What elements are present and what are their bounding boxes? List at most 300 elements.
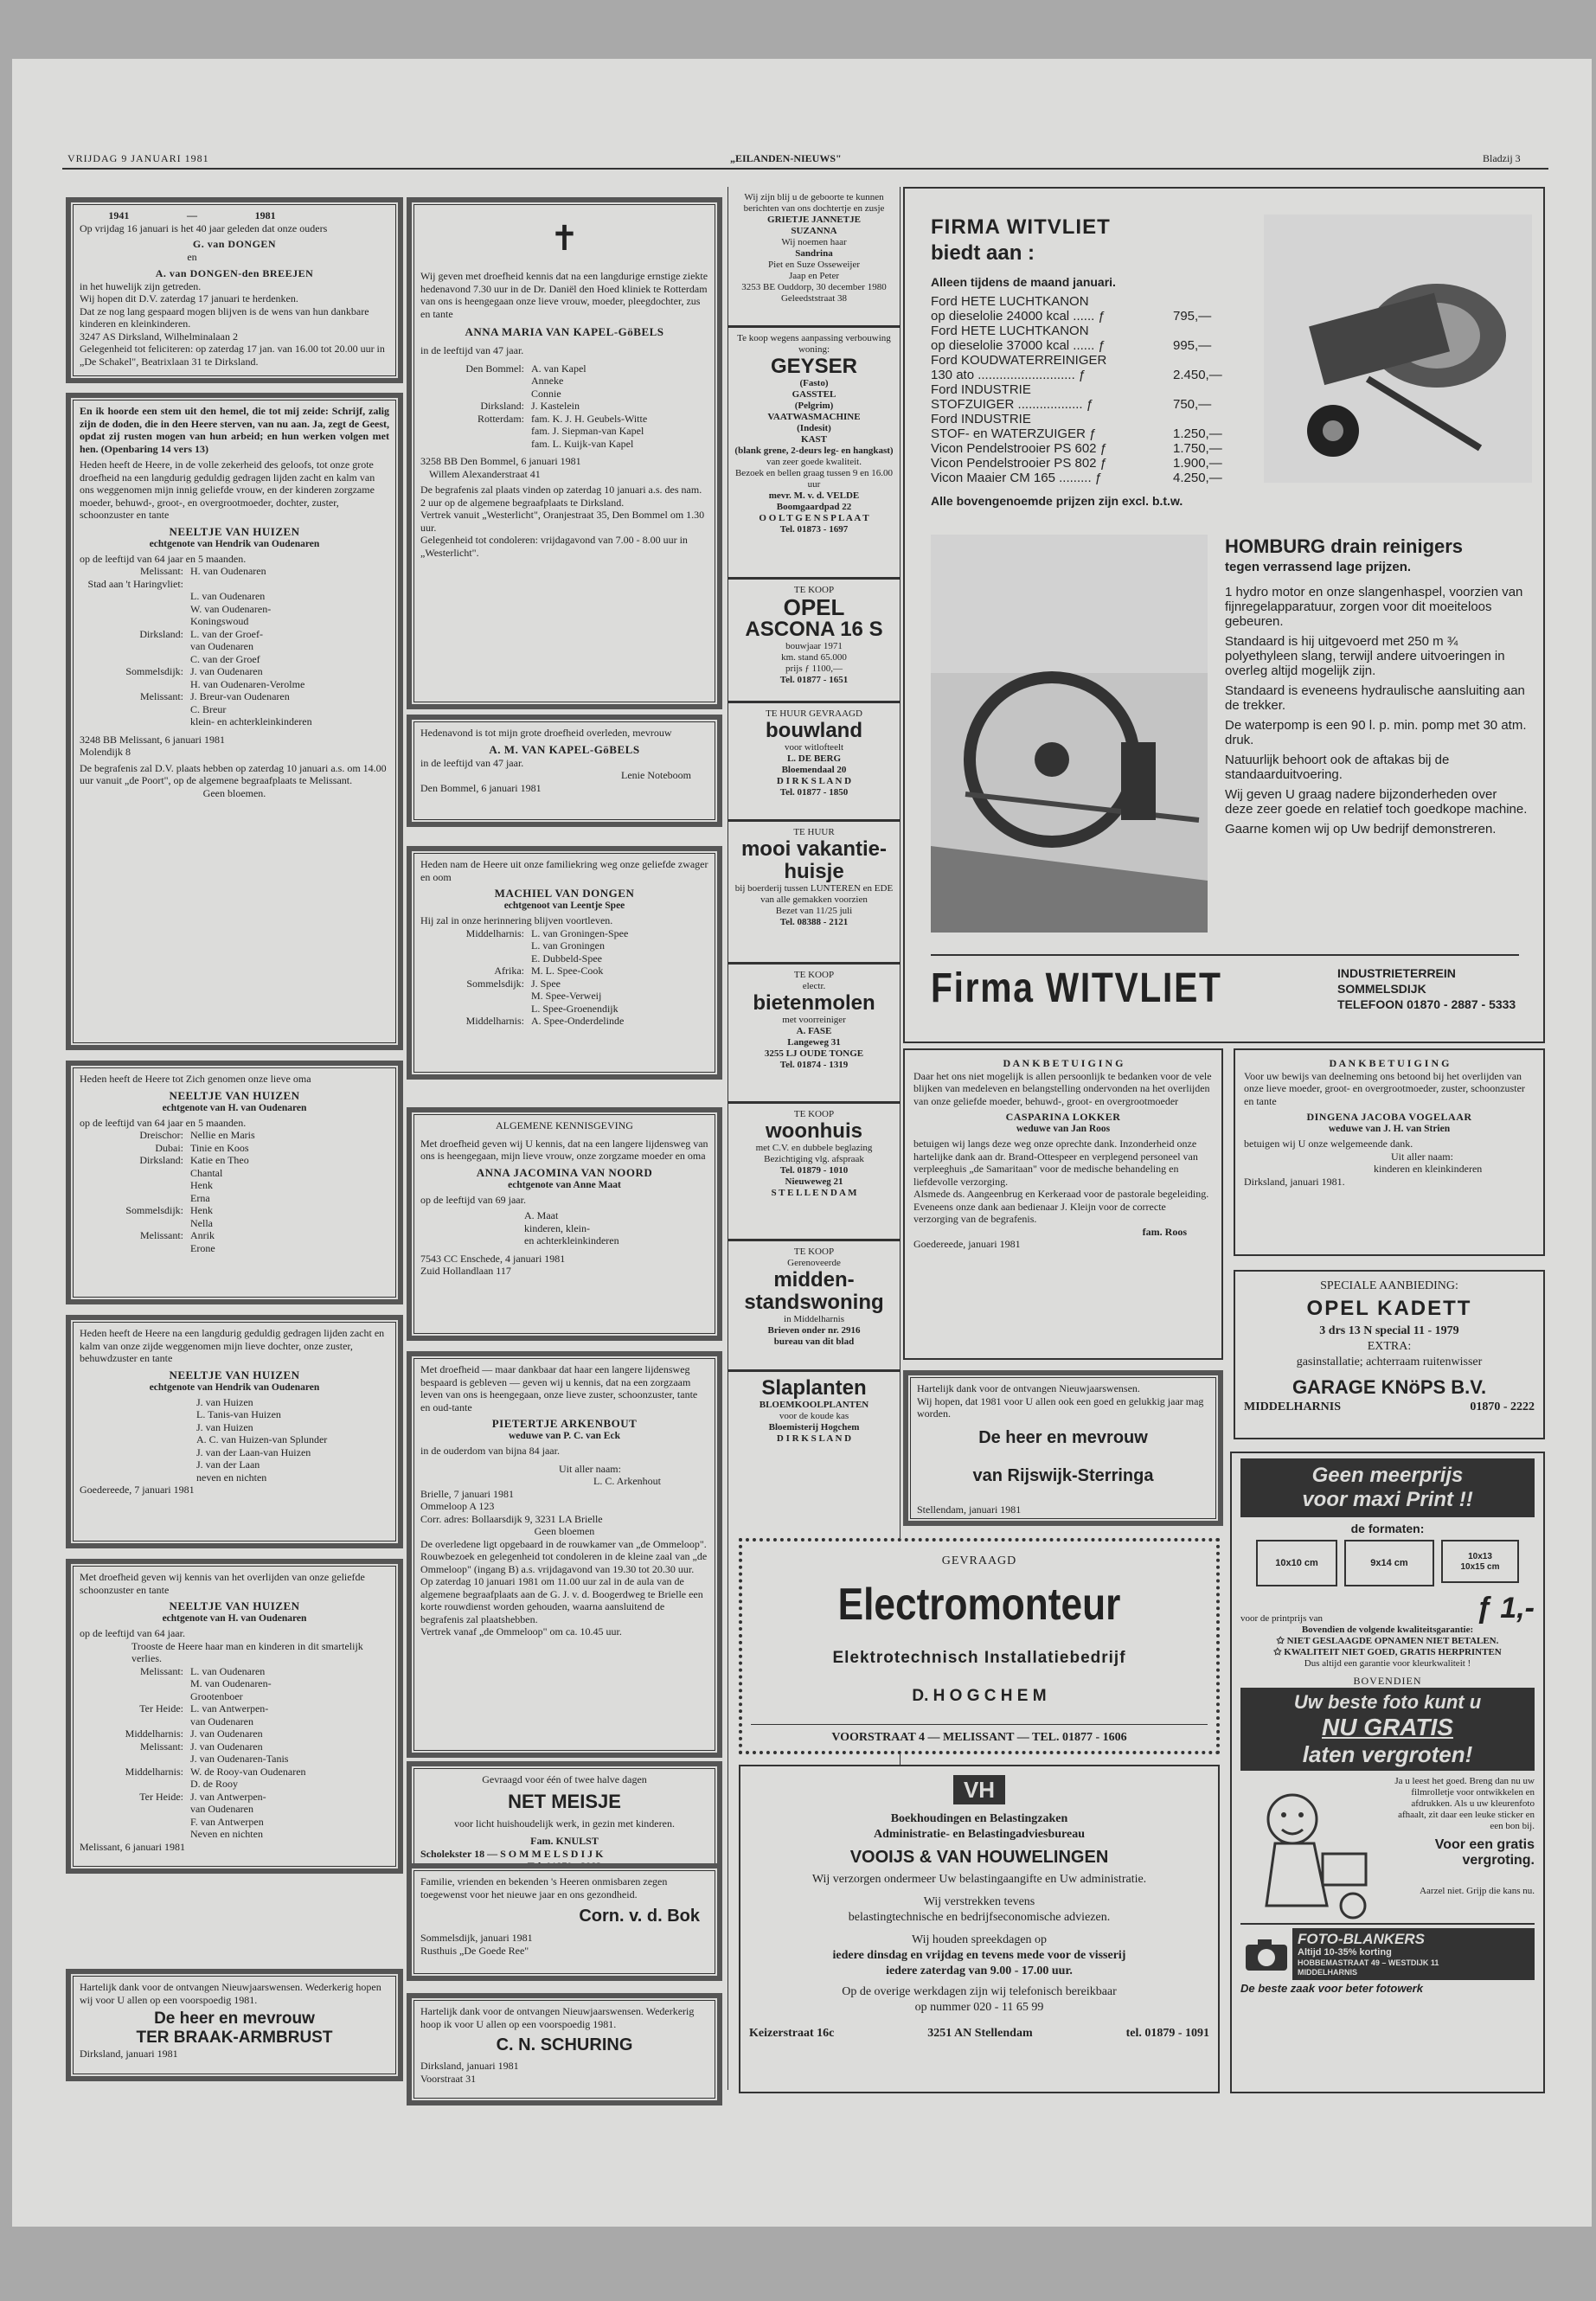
vooijs-l2: Administratie- en Belastingadviesbureau [874, 1828, 1085, 1841]
no-flowers: Geen bloemen [534, 1525, 595, 1537]
address: Rusthuis „De Goede Ree" [420, 1944, 529, 1957]
ad-headline: GEYSER [770, 355, 858, 378]
price-row [931, 324, 1259, 338]
price-item: Vicon Pendelstrooier PS 802 ƒ [931, 456, 1108, 471]
row-person: W. de Rooy-van Oudenaren [190, 1765, 306, 1778]
row-person: C. van der Groef [190, 652, 260, 665]
row-place: Dubai: [155, 1141, 183, 1154]
ad-headline: OPEL KADETT [1306, 1297, 1472, 1320]
family-row [80, 615, 389, 628]
p2: Rouwbezoek en gelegenheid tot condoleren in de kleine zaal van „de Ommeloop" (ingang B) a.s. vrijdagavond van 19.30 tot 20.30 uur. [420, 1550, 708, 1575]
corr-address: Corr. adres: Bollaarsdijk 9, 3231 LA Brielle [420, 1512, 603, 1525]
drain-machine-icon [931, 535, 1208, 933]
garage-town: MIDDELHARNIS [1244, 1400, 1342, 1413]
ad-headline-2: ASCONA 16 S [745, 618, 883, 641]
place-date: 3253 BE Ouddorp, 30 december 1980 [741, 282, 887, 292]
deceased-spouse: weduwe van Jan Roos [1016, 1124, 1111, 1134]
format-9x14: 9x14 cm [1344, 1540, 1434, 1586]
price-row [931, 294, 1259, 309]
family-row [420, 939, 708, 952]
foto-discount: Altijd 10-35% korting [1298, 1946, 1392, 1958]
age: in de leeftijd van 47 jaar. [420, 756, 524, 769]
sender-name: C. N. SCHURING [496, 2035, 633, 2054]
ad-desc: met C.V. en dubbele beglazing [755, 1143, 873, 1153]
vat-note: Alle bovengenoemde prijzen zijn excl. b.t.w. [931, 494, 1183, 508]
family-row [420, 952, 708, 965]
ad-address: Nieuweweg 21 [785, 1176, 843, 1187]
thanks-p1: betuigen wij U onze welgemeende dank. [1244, 1138, 1413, 1150]
family-row: J. van Huizen [196, 1395, 253, 1408]
ad-item: (Pelgrim) [794, 401, 834, 411]
ad-intro: TE KOOP [793, 585, 835, 595]
price-row [931, 412, 1259, 426]
ad-contact: A. FASE [796, 1026, 832, 1036]
deceased-spouse: weduwe van P. C. van Eck [509, 1431, 620, 1441]
price-row [931, 353, 1259, 368]
family-row [80, 1167, 389, 1180]
foto-formats-label: de formaten: [1350, 1522, 1425, 1535]
row-person: C. Breur [190, 702, 227, 715]
family-row [80, 1142, 389, 1155]
row-place: Melissant: [140, 1740, 183, 1753]
ad-phone: Tel. 08388 - 2121 [779, 917, 849, 927]
row-person: Anrik [190, 1229, 215, 1241]
vooijs-l10: op nummer 020 - 11 65 99 [914, 2001, 1044, 2014]
ad-address: Langeweg 31 [787, 1037, 841, 1048]
price-row [931, 471, 1259, 485]
signature: L. C. Arkenhout [593, 1475, 661, 1487]
obituary-van-huizen-3 [66, 1315, 403, 1548]
company-address: VOORSTRAAT 4 — MELISSANT — TEL. 01877 - 1606 [751, 1724, 1208, 1746]
family-list [420, 1209, 708, 1247]
row-place: Melissant: [140, 565, 183, 577]
vooijs-l6: Wij houden spreekdagen op [911, 1933, 1048, 1946]
guarantee-3: Dus altijd een garantie voor kleurkwaliteit ! [1304, 1658, 1471, 1669]
newspaper-page [12, 59, 1592, 2227]
family-row [80, 578, 389, 591]
row-person: fam. L. Kuijk-van Kapel [531, 437, 634, 450]
family-row [420, 375, 708, 388]
ad-contact: L. DE BERG [786, 753, 842, 764]
row-person: J. van Oudenaren-Tanis [190, 1753, 289, 1765]
reception: Gelegenheid tot feliciteren: op zaterdag 17 jan. van 16.00 tot 20.00 uur in „De Schakel", Beatrixlaan 31 te Dirksland. [80, 343, 385, 368]
homburg-p4: De waterpomp is een 90 l. p. min. pomp met 30 atm. druk. [1225, 718, 1527, 747]
ad-contact: Fam. KNULST [530, 1835, 599, 1847]
obituary-van-dongen [407, 846, 722, 1080]
thanks-p1: betuigen wij langs deze weg onze oprechte dank. Inzonderheid onze hartelijke dank aan dr. Brand-Ottespeer en verplegend personeel van verpleeghuis „de Samaritaan" voor de medische behandeling en liefdevolle verzorging. [913, 1138, 1198, 1188]
bovendien: BOVENDIEN [1353, 1675, 1422, 1687]
ad-intro: Te koop wegens aanpassing verbouwing woning: [737, 333, 891, 355]
price-row [931, 382, 1259, 397]
deceased-name: PIETERTJE ARKENBOUT [491, 1417, 638, 1430]
family-row [80, 665, 389, 678]
family-row [420, 1003, 708, 1016]
family-row [80, 1753, 389, 1766]
ad-headline: NET MEISJE [508, 1790, 621, 1812]
sender-line-1: De heer en mevrouw [154, 2009, 315, 2028]
foto-big-1: Uw beste foto kunt u [1293, 1690, 1482, 1713]
baby-name: GRIETJE JANNETJE [767, 215, 861, 225]
deceased-spouse: echtgenoot van Leentje Spee [503, 901, 625, 911]
ad-item: KAST [801, 434, 827, 445]
price-row [931, 426, 1259, 441]
family-row: A. Maat [524, 1209, 559, 1221]
sender-name: Corn. v. d. Bok [579, 1907, 700, 1926]
ad-headline: OPEL [783, 594, 845, 620]
witvliet-logo: Firma WITVLIET [931, 965, 1222, 1011]
ad-phone: Tel. 01877 - 1850 [779, 787, 849, 798]
foto-title-1: Geen meerprijs [1311, 1464, 1464, 1487]
family-row [80, 690, 389, 703]
row-place: Middelharnis: [465, 926, 524, 939]
ad-busy: Bezet van 11/25 juli [775, 906, 853, 916]
format-10x13-l2: 10x15 cm [1460, 1562, 1500, 1572]
vooijs-l5: belastingtechnische en bedrijfseconomische adviezen. [848, 1911, 1111, 1924]
family-row [80, 1740, 389, 1753]
family-row [80, 1665, 389, 1678]
foto-big-3: laten vergroten! [1302, 1740, 1473, 1767]
place-date: Dirksland, januari 1981. [1244, 1175, 1345, 1188]
row-person: van Oudenaren [190, 1715, 253, 1727]
vooijs-town: 3251 AN Stellendam [927, 2027, 1033, 2040]
homburg-p6: Wij geven U graag nadere bijzonderheden over deze zeer goede en relatief toch goedkope machine. [1225, 787, 1528, 817]
guarantee-title: Bovendien de volgende kwaliteitsgarantie: [1301, 1625, 1474, 1635]
deceased-name: DINGENA JACOBA VOGELAAR [1306, 1111, 1472, 1123]
ad-line-2: voor licht huishoudelijk werk, in gezin met kinderen. [454, 1817, 675, 1830]
row-person: E. Dubbeld-Spee [531, 952, 602, 965]
thanks-text: Hartelijk dank voor de ontvangen Nieuwjaarswensen. Wederkerig hoop ik voor U allen op een voorspoedig 1981. [420, 2005, 695, 2030]
en-word: en [187, 251, 197, 263]
family-row [80, 1702, 389, 1715]
p2: Wij hopen dit D.V. zaterdag 17 januari te herdenken. [80, 292, 298, 304]
ad-viewing: Bezichtiging vlg. afspraak [764, 1154, 864, 1164]
row-person: Katie en Theo [190, 1154, 249, 1166]
age: in de leeftijd van 47 jaar. [420, 344, 524, 356]
deceased-name: ANNA MARIA VAN KAPEL-GöBELS [465, 325, 664, 338]
family-list [80, 1396, 389, 1484]
heater-icon [1264, 215, 1532, 483]
family-row [80, 715, 389, 728]
ad-vakantiehuisje [728, 822, 900, 965]
row-person: M. Spee-Verweij [531, 990, 602, 1002]
family-row: en achterkleinkinderen [524, 1234, 619, 1247]
ad-town: D I R K S L A N D [776, 776, 852, 786]
age: op de leeftijd van 64 jaar en 5 maanden. [80, 1116, 247, 1129]
deceased-name: ANNA JACOMINA VAN NOORD [476, 1165, 653, 1179]
ad-geyser [728, 328, 900, 580]
family-row [80, 1803, 389, 1816]
row-person: van Oudenaren [190, 1803, 253, 1815]
company-name: D. H O G C H E M [912, 1687, 1047, 1705]
ad-electromonteur [739, 1538, 1220, 1754]
family-row [80, 678, 389, 691]
price-label: voor de printprijs van [1240, 1612, 1324, 1624]
row-person: L. van Groningen-Spee [531, 926, 629, 939]
place-date: Dirksland, januari 1981 [420, 2060, 519, 2072]
birth-notice [728, 187, 900, 328]
ad-extra: met voorreiniger [782, 1015, 846, 1025]
signature: fam. Roos [1142, 1225, 1187, 1238]
foto-town: MIDDELHARNIS [1298, 1967, 1357, 1977]
obit-text: Met droefheid — maar dankbaar dat haar een langere lijdensweg bespaard is gebleven — geven wij u kennis, dat na een zorgzaam leven van ons is heengegaan, onze lieve zuster, schoonzuster, tante en oud-tante [420, 1363, 698, 1413]
ad-headline: mooi vakantie- [740, 837, 888, 861]
price-value: 750,— [1173, 397, 1212, 412]
family-list [420, 927, 708, 1028]
ad-headline: woonhuis [766, 1119, 862, 1143]
foto-title-2: voor maxi Print !! [1302, 1488, 1473, 1511]
row-place: Middelharnis: [125, 1765, 183, 1778]
family-row [420, 977, 708, 990]
newyear-van-rijswijk [903, 1370, 1223, 1526]
ad-specs: 3 drs 13 N special 11 - 1979 [1319, 1324, 1459, 1337]
price-value: 1.750,— [1173, 441, 1222, 456]
ad-year: bouwjaar 1971 [785, 641, 843, 651]
row-person: A. Spee-Onderdelinde [531, 1015, 625, 1027]
family-row [80, 1154, 389, 1167]
garage-phone: 01870 - 2222 [1470, 1400, 1535, 1413]
row-place: Stad aan 't Haringvliet: [87, 577, 183, 590]
vooijs-l9: Op de overige werkdagen zijn wij telefonisch bereikbaar [842, 1985, 1117, 1998]
ad-intro: TE KOOP [793, 970, 835, 980]
row-person: Henk [190, 1179, 213, 1191]
address: Brielle, 7 januari 1981 [420, 1487, 514, 1500]
ad-headline: bouwland [766, 719, 862, 742]
row-person: H. van Oudenaren [190, 565, 266, 577]
row-person: fam. J. Siepman-van Kapel [531, 425, 644, 437]
ad-extra-label: EXTRA: [1367, 1340, 1412, 1353]
family-row [80, 653, 389, 666]
on-behalf: Uit aller naam: [559, 1462, 621, 1475]
price-item: Ford INDUSTRIE [931, 382, 1031, 397]
age: op de leeftijd van 64 jaar. [80, 1627, 185, 1639]
vooijs-l4: Wij verstrekken tevens [923, 1895, 1035, 1908]
deceased-spouse: echtgenote van Hendrik van Oudenaren [149, 538, 320, 549]
homburg-p2: Standaard is hij uitgevoerd met 250 m ¾ polyethyleen slang, terwijl andere uitvoeringen in overleg altijd mogelijk zijn. [1225, 634, 1505, 678]
funeral-info: De begrafenis zal D.V. plaats hebben op zaterdag 10 januari a.s. om 14.00 uur vanuit „de Poort", op de algemene begraafplaats te Melissant. [80, 761, 387, 786]
row-person: Connie [531, 387, 561, 400]
row-person: van Oudenaren [190, 640, 253, 652]
header-rule [62, 168, 1548, 170]
row-person: Erone [190, 1241, 215, 1254]
nickname: Sandrina [795, 248, 833, 259]
family-row [420, 927, 708, 940]
deceased-spouse: echtgenote van H. van Oudenaren [162, 1613, 307, 1624]
family-row [80, 1229, 389, 1242]
obit-text: Heden nam de Heere uit onze familiekring weg onze geliefde zwager en oom [420, 858, 708, 883]
vooijs-l1: Boekhoudingen en Belastingzaken [890, 1812, 1068, 1825]
family-row [80, 1129, 389, 1142]
obituary-van-huizen-1 [66, 393, 403, 1050]
family-row [420, 388, 708, 401]
sender-line-2: van Rijswijk-Sterringa [972, 1465, 1154, 1485]
price-item: Vicon Pendelstrooier PS 602 ƒ [931, 441, 1108, 456]
sender-line-1: De heer en mevrouw [978, 1427, 1148, 1447]
condolence-info: Gelegenheid tot condoleren: vrijdagavond van 7.00 - 8.00 uur in „Westerlicht". [420, 534, 688, 559]
price-value: 4.250,— [1173, 471, 1222, 485]
price-item: Ford KOUDWATERREINIGER [931, 353, 1107, 368]
address: 3247 AS Dirksland, Wilhelminalaan 2 [80, 330, 238, 343]
siblings: Jaap en Peter [788, 271, 840, 281]
name-1: G. van DONGEN [192, 238, 277, 250]
deceased-spouse: echtgenote van Anne Maat [508, 1179, 621, 1190]
row-person: M. van Oudenaren- [190, 1677, 272, 1689]
header-page: Bladzij 3 [1483, 152, 1521, 164]
parents: Piet en Suze Osseweijer [768, 260, 860, 270]
ad-address: Bloemendaal 20 [781, 765, 847, 775]
year-end: 1981 [254, 209, 276, 221]
family-row [420, 438, 708, 451]
ad-desc: bij boerderij tussen LUNTEREN en EDE van alle gemakken voorzien [734, 883, 894, 905]
place-date: Sommelsdijk, januari 1981 [420, 1932, 533, 1944]
family-row [80, 565, 389, 578]
age: in de ouderdom van bijna 84 jaar. [420, 1445, 560, 1457]
deceased-name: NEELTJE VAN HUIZEN [169, 1088, 300, 1102]
price-value [1173, 324, 1259, 338]
row-place: Melissant: [140, 1229, 183, 1241]
p1: De overledene ligt opgebaard in de rouwkamer van „de Ommeloop". [420, 1537, 707, 1550]
family-row [420, 965, 708, 977]
price-item: op dieselolie 37000 kcal ...... ƒ [931, 338, 1106, 353]
year-start: 1941 [108, 209, 130, 221]
vooijs-l7: iedere dinsdag en vrijdag en tevens mede voor de visserij [832, 1949, 1126, 1962]
sender-line-2: TER BRAAK-ARMBRUST [136, 2029, 333, 2047]
ad-town: in Middelharnis [784, 1314, 844, 1324]
ad-town: S T E L L E N D A M [771, 1188, 857, 1198]
ad-headline: bietenmolen [753, 991, 875, 1015]
row-person: M. L. Spee-Cook [531, 965, 604, 977]
family-row [80, 1179, 389, 1192]
price-item: Ford HETE LUCHTKANON [931, 294, 1089, 309]
price-value: 995,— [1173, 338, 1212, 353]
address: Geleedststraat 38 [780, 293, 848, 304]
ad-item: VAATWASMACHINE [767, 412, 861, 422]
row-person: fam. K. J. H. Geubels-Witte [531, 412, 648, 425]
row-person: Grootenboer [190, 1689, 243, 1702]
address: 3248 BB Melissant, 6 januari 1981 [80, 733, 225, 746]
format-10x10: 10x10 cm [1256, 1540, 1337, 1586]
row-person: Chantal [190, 1166, 223, 1179]
obit-text: Met droefheid geven wij U kennis, dat na een langere lijdensweg van ons is heengegaan, mijn lieve vrouw, onze zorgzame moeder en oma [420, 1137, 708, 1162]
row-person: A. van Kapel [531, 362, 586, 375]
deceased-name: CASPARINA LOKKER [1005, 1111, 1121, 1123]
newyear-bok [407, 1863, 722, 1981]
name-2: A. van DONGEN-den BREEJEN [155, 266, 314, 279]
family-row [80, 603, 389, 616]
price-value [1173, 412, 1259, 426]
row-person: J. van Antwerpen- [190, 1790, 266, 1803]
ad-item: (Indesit) [797, 423, 831, 433]
thanks-text: Hartelijk dank voor de ontvangen Nieuwjaarswensen. Wederkerig hopen wij voor U allen op een voorspoedig 1981. [80, 1981, 381, 2006]
thanks-vogelaar [1234, 1048, 1545, 1256]
ad-foto-blankers [1230, 1452, 1545, 2093]
ad-address: Scholekster 18 — S O M M E L S D I J K [420, 1847, 604, 1860]
family-row [80, 640, 389, 653]
obituary-van-huizen-4 [66, 1559, 403, 1874]
age: op de leeftijd van 64 jaar en 5 maanden. [80, 552, 247, 565]
ad-km: km. stand 65.000 [781, 652, 847, 663]
row-person: Nella [190, 1216, 213, 1229]
signature: Lenie Noteboom [621, 769, 691, 781]
garage-name: GARAGE KNöPS B.V. [1292, 1376, 1487, 1398]
price: ƒ 1,- [1475, 1592, 1535, 1625]
funeral-departure: Vertrek vanuit „Westerlicht", Oranjestraat 35, Den Bommel om 1.30 uur. [420, 509, 705, 534]
family-row [80, 1192, 389, 1205]
row-person: J. van Oudenaren [190, 665, 263, 677]
witvliet-addr3: TELEFOON 01870 - 2887 - 5333 [1337, 997, 1516, 1011]
witvliet-addr2: SOMMELSDIJK [1337, 982, 1426, 996]
family-row [80, 1828, 389, 1841]
foto-logo: FOTO-BLANKERS [1298, 1930, 1426, 1947]
family-row [80, 1690, 389, 1703]
guarantee-2: ✩ KWALITEIT NIET GOED, GRATIS HERPRINTEN [1273, 1647, 1502, 1657]
foto-small-text: Ja u leest het goed. Breng dan nu uw filmrolletje voor ontwikkelen en afdrukken. Als u uw kleurenfoto afhaalt, zit daar een leuke sticker en een bon bij. [1394, 1775, 1535, 1831]
p1: in het huwelijk zijn getreden. [80, 279, 202, 292]
deceased-name: NEELTJE VAN HUIZEN [169, 1599, 300, 1612]
deceased-spouse: echtgenote van H. van Oudenaren [162, 1102, 307, 1113]
row-place: Ter Heide: [139, 1790, 183, 1803]
deceased-name: NEELTJE VAN HUIZEN [169, 1368, 300, 1381]
place-date: Goedereede, januari 1981 [913, 1238, 1021, 1250]
anniversary-notice [66, 197, 403, 383]
row-place: Den Bommel: [465, 362, 524, 375]
price-item: Vicon Maaier CM 165 ......... ƒ [931, 471, 1103, 485]
family-row [80, 1217, 389, 1230]
obit-text: Hedenavond is tot mijn grote droefheid overleden, mevrouw [420, 727, 672, 739]
family-row: J. van der Laan-van Huizen [196, 1445, 311, 1458]
foto-vergroting: Voor een gratis vergroting. [1434, 1836, 1535, 1868]
signature: kinderen en kleinkinderen [1374, 1163, 1483, 1175]
homburg-title: HOMBURG drain reinigers [1225, 535, 1464, 557]
homburg-p5: Natuurlijk behoort ook de aftakas bij de standaarduitvoering. [1225, 753, 1450, 782]
ad-town: O O L T G E N S P L A A T [759, 513, 869, 523]
funeral-info: De begrafenis zal plaats vinden op zaterdag 10 januari a.s. des nam. 2 uur op de algemene begraafplaats te Dirksland. [420, 484, 702, 509]
family-row: kinderen, klein- [524, 1221, 590, 1234]
place-date: Goedereede, 7 januari 1981 [80, 1484, 195, 1496]
on-behalf: Uit aller naam: [1391, 1150, 1453, 1163]
ad-line-1: Gevraagd voor één of twee halve dagen [482, 1773, 647, 1785]
deceased-name: MACHIEL VAN DONGEN [494, 887, 635, 900]
address: Voorstraat 31 [420, 2072, 477, 2085]
family-row [80, 1677, 389, 1690]
thanks-lokker [903, 1048, 1223, 1360]
obituary-arkenbout [407, 1351, 722, 1758]
ad-type: Gerenoveerde [787, 1258, 841, 1268]
ad-desc: voor de koude kas [779, 1411, 849, 1421]
row-place: Afrika: [494, 965, 524, 977]
ad-letters: Brieven onder nr. 2916 [767, 1325, 861, 1336]
ad-headline: Slaplanten [761, 1376, 867, 1400]
vooijs-l8: iedere zaterdag van 9.00 - 17.00 uur. [886, 1965, 1073, 1977]
obit-text: Met droefheid geven wij kennis van het overlijden van onze geliefde schoonzuster en tante [80, 1571, 365, 1596]
deceased-spouse: weduwe van J. H. van Strien [1328, 1124, 1451, 1134]
format-10x13 [1441, 1540, 1519, 1583]
family-row [80, 1715, 389, 1728]
p3: Dat ze nog lang gespaard mogen blijven is de wens van hun dankbare kinderen en kleinkinderen. [80, 304, 369, 330]
price-value: 2.450,— [1173, 368, 1222, 382]
price-item: STOFZUIGER .................. ƒ [931, 397, 1094, 412]
row-place: Rotterdam: [478, 412, 524, 425]
family-row: A. C. van Huizen-van Splunder [196, 1433, 328, 1445]
family-row: neven en nichten [196, 1471, 267, 1484]
place-date: Dirksland, januari 1981 [80, 2048, 178, 2060]
ad-headline-2: huisje [784, 860, 844, 883]
homburg-sub: tegen verrassend lage prijzen. [1225, 560, 1412, 574]
row-person: W. van Oudenaren- [190, 602, 272, 615]
anniversary-intro: Op vrijdag 16 januari is het 40 jaar geleden dat onze ouders [80, 221, 328, 234]
vooijs-phone: tel. 01879 - 1091 [1125, 2027, 1209, 2040]
obit-text: Heden heeft de Heere tot Zich genomen onze lieve oma [80, 1073, 311, 1085]
vooijs-name: VOOIJS & VAN HOUWELINGEN [849, 1848, 1109, 1867]
